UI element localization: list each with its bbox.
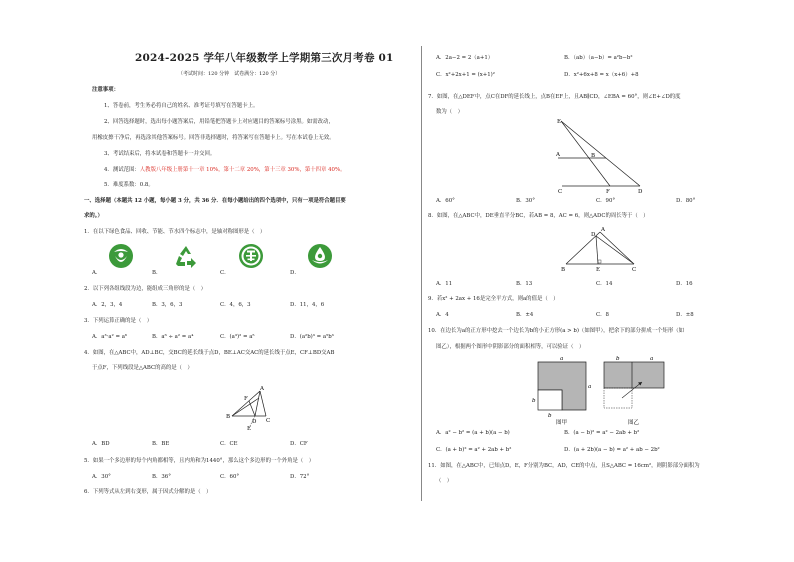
q10-option-b: B．(a − b)² = a² − 2ab + b² (564, 430, 640, 436)
q8-option-b: B．13 (516, 281, 533, 287)
q7-stem-a: 7．如图，在△DEF中，点C在DF的延长线上，点B在EF上，且AB∥CD，∠EBA = 60°，则∠E+∠D的度 (428, 94, 681, 100)
q2-option-c: C．4，6，3 (220, 302, 251, 308)
q2-option-b: B．3，6，3 (152, 302, 183, 308)
q7-option-d: D．80° (676, 198, 696, 204)
q6-option-a: A．2a−2 = 2（a+1） (436, 55, 494, 61)
q8-label-e: E (596, 267, 601, 273)
q8-stem: 8．如图，在△ABC中，DE垂直平分BC，若AB = 8，AC = 6，则△ADC的周长等于（ ） (428, 213, 649, 219)
q8-option-c: C．14 (596, 281, 613, 287)
q10-figure-yi (596, 354, 676, 430)
q1-option-d: D． (290, 270, 300, 276)
q3-option-b: B．a⁶ ÷ a² = a⁴ (152, 334, 194, 340)
q7-label-f: F (606, 189, 610, 195)
q7-label-d: D (638, 189, 643, 195)
q2-option-a: A．2，3，4 (92, 302, 123, 308)
q10-jia-caption: 图甲 (556, 420, 568, 426)
q7-label-c: C (558, 189, 563, 195)
q10-yi-caption: 图乙 (628, 420, 640, 426)
q8-label-d: D (591, 232, 596, 238)
q8-label-b: B (561, 267, 566, 273)
q3-stem: 3．下列运算正确的是（ ） (84, 318, 153, 324)
section1-heading-line1: 一、选择题（本题共 12 小题，每小题 3 分，共 36 分．在每小题给出的四个选项中，只有一项是符合题目要 (84, 198, 346, 204)
q5-option-b: B．36° (152, 474, 171, 480)
q1-option-c: C． (220, 270, 230, 276)
q10-jia-label-b-side: b (532, 398, 536, 404)
q4-option-b: B．BE (152, 441, 170, 447)
q1-stem: 1．在以下绿色食品、回收、节能、节水四个标志中，是轴对称图形是（ ） (84, 229, 266, 235)
q6-option-b: B．（ab）（a−b）= a²b−b² (564, 55, 633, 61)
q11-stem-b: （ ） (436, 478, 453, 484)
q4-option-c: C．CE (220, 441, 238, 447)
q10-option-d: D．(a + 2b)(a − b) = a² + ab − 2b² (564, 447, 660, 453)
q7-option-b: B．30° (516, 198, 535, 204)
q9-option-a: A．4 (436, 312, 449, 318)
q6-option-d: D．x²+6x+8 = x（x+6）+8 (564, 72, 639, 78)
q8-option-d: D．16 (676, 281, 693, 287)
q3-option-d: D．(a²b)³ = a⁵b³ (290, 334, 334, 340)
q4-label-f: F (244, 396, 248, 402)
q5-option-c: C．60° (220, 474, 240, 480)
q4-figure (220, 383, 280, 437)
q9-stem: 9．若x² + 2ax + 16是完全平方式，则a的值是（ ） (428, 296, 559, 302)
q4-option-d: D．CF (290, 441, 308, 447)
notes-heading: 注意事项： (92, 87, 119, 93)
q10-jia-label-a-side: a (588, 384, 592, 390)
q10-jia-label-b-bottom: b (548, 413, 552, 419)
note-2a: 2、回答选择题时，选出每小题答案后，用铅笔把答题卡上对应题目的答案标号涂黑。如需改动， (104, 119, 334, 125)
q4-label-e: E (247, 426, 252, 432)
q10-stem-a: 10．在边长为a的正方形中挖去一个边长为b的小正方形(a > b)（如图甲），把余下的部分拼成一个矩形（如 (428, 328, 685, 334)
q7-label-b: B (591, 153, 596, 159)
q7-label-a: A (556, 152, 560, 158)
q10-yi-label-b: b (616, 356, 620, 362)
q8-figure (558, 226, 642, 280)
left-column (80, 0, 415, 562)
q8-label-c: C (632, 267, 637, 273)
section1-heading-line2: 求的。） (84, 213, 103, 219)
q4-stem-a: 4．如图，在△ABC中，AD⊥BC，交BC的延长线于点D，BE⊥AC交AC的延长线于点E，CF⊥BD交AB (84, 350, 335, 356)
exam-subtitle: （考试时间：120 分钟 试卷满分：120 分） (178, 71, 281, 77)
q6-option-c: C．x²+2x+1 = (x+1)² (436, 72, 495, 78)
q5-stem: 5．如果一个多边形的每个内角都相等，且内角和为1440°，那么这个多边形的一个外角是（ ） (84, 458, 315, 464)
q5-option-d: D．72° (290, 474, 310, 480)
q11-stem-a: 11．如图，在△ABC中，已知点D，E，F分别为BC，AD，CE的中点，且S△ABC = 16cm²，则阴影部分面积为 (428, 463, 700, 469)
note-5: 5．难度系数：0.8。 (104, 182, 154, 188)
q4-label-b: B (226, 414, 231, 420)
q5-option-a: A．30° (92, 474, 111, 480)
water-saving-icon (307, 243, 333, 269)
q6-stem: 6．下列等式从左到右变形，属于因式分解的是（ ） (84, 489, 212, 495)
q7-figure (554, 116, 644, 200)
q8-option-a: A．11 (436, 281, 453, 287)
q10-figure-jia (528, 354, 598, 430)
q1-option-a: A． (92, 270, 102, 276)
q8-label-a: A (601, 227, 605, 233)
note-1: 1、答卷前，考生务必将自己的姓名、准考证号填写在答题卡上。 (104, 103, 259, 109)
q7-label-e: E (557, 119, 562, 125)
q7-option-c: C．90° (596, 198, 616, 204)
q7-option-a: A．60° (436, 198, 455, 204)
q4-label-d: D (252, 419, 257, 425)
energy-saving-icon (238, 243, 264, 269)
q10-jia-label-a-top: a (560, 356, 564, 362)
q9-option-b: B．±4 (516, 312, 534, 318)
recycle-icon (173, 244, 199, 270)
q10-option-a: A．a² − b² = (a + b)(a − b) (436, 430, 510, 436)
note-3: 3、考试结束后，将本试卷和答题卡一并交回。 (104, 151, 216, 157)
exam-title: 2024-2025 学年八年级数学上学期第三次月考卷 01 (135, 52, 394, 64)
right-column (428, 0, 768, 562)
column-divider (421, 46, 422, 501)
q7-stem-b: 数为（ ） (436, 109, 463, 115)
q9-option-c: C．8 (596, 312, 609, 318)
q10-option-c: C．(a + b)² = a² + 2ab + b² (436, 447, 512, 453)
q9-option-d: D．±8 (676, 312, 694, 318)
q2-stem: 2．以下列各组线段为边，能组成三角形的是（ ） (84, 286, 207, 292)
note-4 (104, 167, 346, 174)
note-2b: 用橡皮擦干净后，再选涂其他答案标号。回答非选择题时，将答案写在答题卡上。写在本试卷上无效。 (92, 135, 335, 141)
q4-label-a: A (260, 386, 264, 392)
q4-option-a: A．BD (92, 441, 110, 447)
q3-option-a: A．a³·a² = a⁶ (92, 334, 128, 340)
q2-option-d: D．11，4，6 (290, 302, 325, 308)
note-4-scope: 人教版八年级上册第十一章 10%，第十二章 20%，第十三章 30%，第十四章 40%。 (139, 167, 346, 173)
note-4-prefix: 4．测试范围： (104, 167, 140, 173)
q3-option-c: C．(a³)² = a⁵ (220, 334, 255, 340)
q10-stem-b: 图乙），根据两个图形中阴影部分的面积相等，可以验证（ ） (436, 344, 585, 350)
q1-option-b: B． (152, 270, 162, 276)
q4-label-c: C (266, 418, 271, 424)
green-food-icon (108, 243, 134, 269)
q4-stem-b: 于点F，下列线段是△ABC的高的是（ ） (92, 365, 193, 371)
q10-yi-label-a: a (650, 356, 654, 362)
